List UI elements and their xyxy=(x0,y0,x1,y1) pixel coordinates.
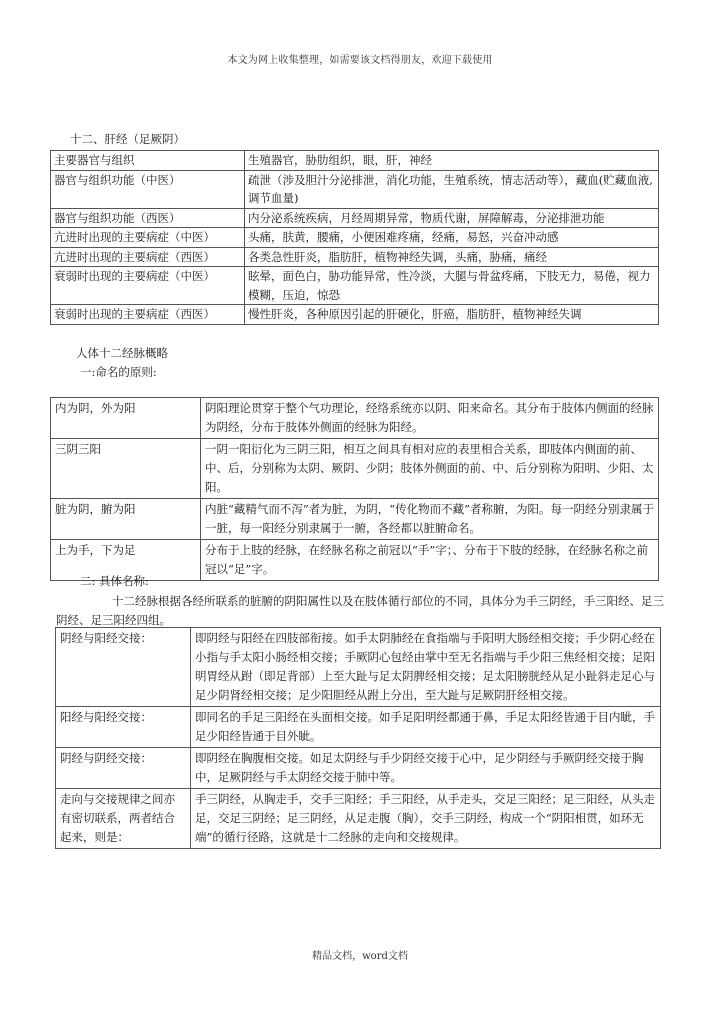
row-value: 疏泄（涉及胆汁分泌排泄，消化功能，生殖系统，情志活动等），藏血(贮藏血液,调节血量) xyxy=(245,170,659,208)
table-row xyxy=(51,151,659,171)
table-row xyxy=(51,499,659,540)
row-value: 即阴经与阳经在四肢部衔接。如手太阴肺经在食指端与手阳明大肠经相交接；手少阴心经在小指与手太阳小肠经相交接；手厥阴心包经由掌中至无名指端与手少阳三焦经相交接；足阳明胃经从跗（即足背部）上至大趾与足太阴脾经相交接；足太阳膀胱经从足小趾斜走足心与足少阴肾经相交接；足少阳胆经从跗上分出，至大趾与足厥阴肝经相交接。 xyxy=(191,628,661,707)
table-row xyxy=(56,707,661,748)
row-value: 生殖器官，胁肋组织，眼，肝，神经 xyxy=(245,151,659,171)
row-value: 即阴经在胸腹相交接。如足太阴经与手少阴经交接于心中，足少阴经与手厥阴经交接于胸中，足厥阴经与手太阴经交接于肺中等。 xyxy=(191,748,661,789)
liver-meridian-table xyxy=(50,150,659,325)
row-value: 慢性肝炎，各种原因引起的肝硬化，肝癌，脂肪肝，植物神经失调 xyxy=(245,305,659,325)
table-row xyxy=(56,789,661,849)
row-label: 上为手，下为足 xyxy=(51,540,201,581)
row-label: 阴经与阳经交接： xyxy=(56,628,191,707)
section-title-liver-meridian: 十二、肝经（足厥阴） xyxy=(70,132,185,146)
table-row xyxy=(51,247,659,267)
specific-names-text: 十二经脉根据各经所联系的脏腑的阴阳属性以及在肢体循行部位的不同，具体分为手三阴经，手三阳经、足三阴经、足三阳经四组。 xyxy=(56,594,664,627)
row-label: 走向与交接规律之间亦有密切联系，两者结合起来，则是： xyxy=(56,789,191,849)
naming-principles-table xyxy=(50,397,659,581)
row-value: 各类急性肝炎，脂肪肝，植物神经失调，头痛，胁痛，痛经 xyxy=(245,247,659,267)
row-value: 眩晕，面色白，胁功能异常，性冷淡，大腿与骨盆疼痛，下肢无力，易倦，视力模糊，压迫，惊恐 xyxy=(245,267,659,305)
page-header: 本文为网上收集整理，如需要该文档得朋友，欢迎下载使用 xyxy=(227,55,493,66)
row-label: 脏为阴，腑为阳 xyxy=(51,499,201,540)
row-value: 内脏“藏精气而不泻”者为脏，为阴，“传化物而不藏”者称腑，为阳。每一阴经分别隶属于一脏，每一阳经分别隶属于一腑，各经都以脏腑命名。 xyxy=(201,499,659,540)
table-row xyxy=(51,170,659,208)
row-label: 亢进时出现的主要病症（中医） xyxy=(51,228,245,248)
row-label: 阴经与阴经交接： xyxy=(56,748,191,789)
row-value: 头痛，肤黄，腰痛，小便困难疼痛，经痛，易怒，兴奋冲动感 xyxy=(245,228,659,248)
table-row xyxy=(51,439,659,499)
row-label: 三阴三阳 xyxy=(51,439,201,499)
row-value: 即同名的手足三阳经在头面相交接。如手足阳明经都通于鼻，手足太阳经皆通于目内眦，手足少阳经皆通于目外眦。 xyxy=(191,707,661,748)
row-label: 衰弱时出现的主要病症（西医） xyxy=(51,305,245,325)
table-row xyxy=(51,398,659,439)
row-label: 主要器官与组织 xyxy=(51,151,245,171)
table-row xyxy=(51,267,659,305)
row-label: 衰弱时出现的主要病症（中医） xyxy=(51,267,245,305)
row-value: 内分泌系统疾病，月经周期异常，物质代谢，屏障解毒，分泌排泄功能 xyxy=(245,208,659,228)
row-value: 一阴一阳衍化为三阴三阳，相互之间具有相对应的表里相合关系，即肢体内侧面的前、中、后，分别称为太阴、厥阴、少阴；肢体外侧面的前、中、后分别称为阳明、少阳、太阳。 xyxy=(201,439,659,499)
row-label: 亢进时出现的主要病症（西医） xyxy=(51,247,245,267)
row-label: 器官与组织功能（中医） xyxy=(51,170,245,208)
table-row xyxy=(56,748,661,789)
table-row xyxy=(56,628,661,707)
row-label: 内为阴，外为阳 xyxy=(51,398,201,439)
specific-names-title: 二: 具体名称: xyxy=(80,574,149,588)
row-value: 分布于上肢的经脉，在经脉名称之前冠以“手”字；、分布于下肢的经脉，在经脉名称之前冠以“足”字。 xyxy=(201,540,659,581)
table-row xyxy=(51,228,659,248)
table-row xyxy=(51,208,659,228)
row-label: 阳经与阳经交接： xyxy=(56,707,191,748)
overview-title: 人体十二经脉概略 xyxy=(76,346,168,360)
row-value: 阴阳理论贯穿于整个气功理论，经络系统亦以阴、阳来命名。其分布于肢体内侧面的经脉为阴经，分布于肢体外侧面的经脉为阳经。 xyxy=(201,398,659,439)
naming-principles-title: 一:命名的原则: xyxy=(80,365,157,379)
page-footer: 精品文档，word文档 xyxy=(312,951,408,962)
row-label: 器官与组织功能（西医） xyxy=(51,208,245,228)
row-value: 手三阴经，从胸走手，交手三阳经；手三阳经，从手走头，交足三阳经；足三阳经，从头走足，交足三阴经；足三阴经，从足走腹（胸），交手三阴经，构成一个“阴阳相贯，如环无端”的循行径路，这就是十二经脉的走向和交接规律。 xyxy=(191,789,661,849)
meridian-junction-table xyxy=(55,627,661,849)
table-row xyxy=(51,305,659,325)
